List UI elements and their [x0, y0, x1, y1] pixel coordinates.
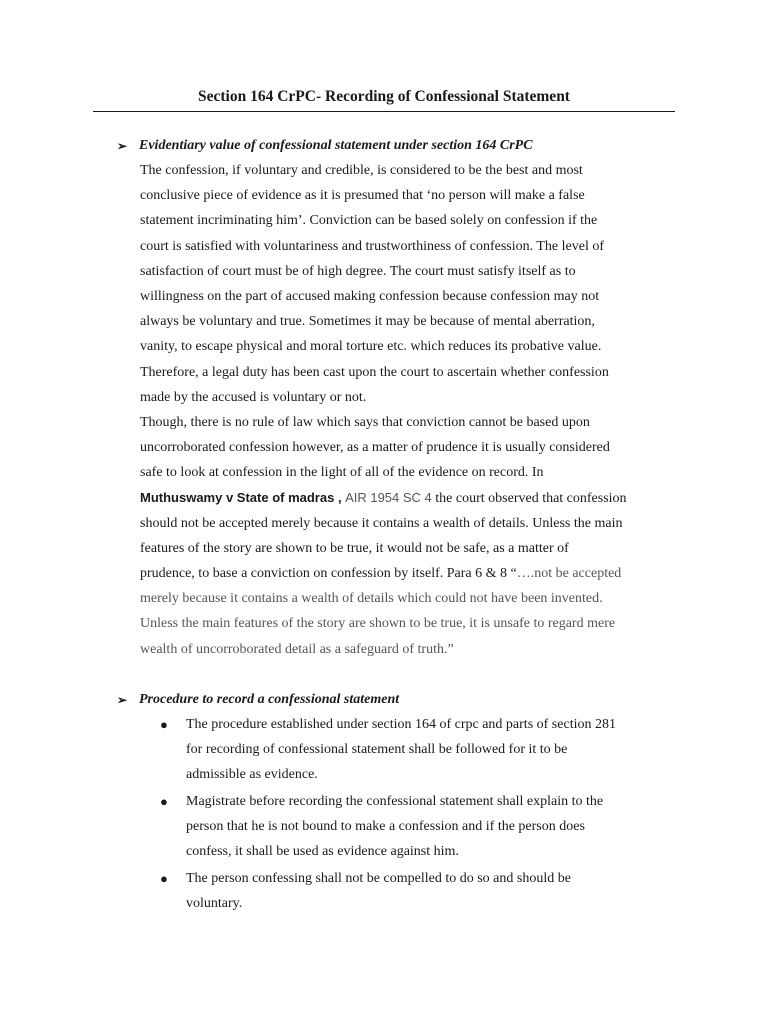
- quote-text: ….not be accepted: [516, 566, 622, 581]
- text-line: statement incriminating him’. Conviction can be based solely on confession if the: [140, 213, 598, 229]
- text-line: confess, it shall be used as evidence against him.: [186, 844, 459, 860]
- text-line: person that he is not bound to make a confession and if the person does: [186, 819, 585, 835]
- list-item: [117, 866, 677, 916]
- text-line: vanity, to escape physical and moral torture etc. which reduces its probative value.: [140, 339, 602, 355]
- text-line: for recording of confessional statement shall be followed for it to be: [186, 742, 568, 758]
- text-line: Though, there is no rule of law which says that conviction cannot be based upon: [140, 414, 590, 430]
- quote-line: merely because it contains a wealth of details which could not have been invented.: [140, 591, 603, 607]
- text-line: The confession, if voluntary and credible, is considered to be the best and most: [140, 163, 583, 178]
- text-line: always be voluntary and true. Sometimes it may be because of mental aberration,: [140, 314, 595, 330]
- text-line: features of the story are shown to be true, it would not be safe, as a matter of: [140, 540, 569, 556]
- text-line-quote-start: [140, 561, 680, 586]
- quote-prefix: prudence, to base a conviction on confession by itself. Para 6 & 8 “: [140, 566, 517, 581]
- text-line: The person confessing shall not be compelled to do so and should be: [186, 871, 571, 887]
- text-line: should not be accepted merely because it contains a wealth of details. Unless the main: [140, 515, 623, 531]
- case-name: Muthuswamy v State of madras ,: [140, 490, 342, 506]
- arrow-bullet-icon: ➢: [117, 693, 128, 707]
- text-line: safe to look at confession in the light of all of the evidence on record. In: [140, 465, 544, 481]
- text-line: The procedure established under section 164 of crpc and parts of section 281: [186, 717, 616, 732]
- text-line: uncorroborated confession however, as a matter of prudence it is usually considered: [140, 440, 610, 456]
- text-line: admissible as evidence.: [186, 767, 318, 783]
- bullet-dot-icon: ●: [160, 871, 168, 887]
- text-line: Therefore, a legal duty has been cast upon the court to ascertain whether confession: [140, 364, 609, 380]
- case-observation: the court observed that confession: [431, 491, 627, 507]
- text-line: Magistrate before recording the confessional statement shall explain to the: [186, 794, 604, 810]
- text-line: satisfaction of court must be of high degree. The court must satisfy itself as to: [140, 263, 576, 279]
- list-item: [117, 789, 677, 865]
- text-line: voluntary.: [186, 896, 243, 912]
- document-title: Section 164 CrPC- Recording of Confessional Statement: [93, 88, 675, 112]
- case-citation: AIR 1954 SC 4: [345, 490, 432, 506]
- list-item: [117, 712, 677, 788]
- quote-line: Unless the main features of the story are shown to be true, it is unsafe to regard mere: [140, 616, 616, 632]
- text-line: willingness on the part of accused making confession because confession may not: [140, 288, 600, 304]
- text-line: conclusive piece of evidence as it is presumed that ‘no person will make a false: [140, 188, 585, 204]
- bullet-dot-icon: ●: [160, 717, 168, 732]
- arrow-bullet-icon: ➢: [117, 139, 128, 153]
- section-heading: [117, 134, 677, 158]
- text-line-case: [140, 485, 680, 510]
- section-heading: [117, 688, 677, 712]
- section-body: [140, 158, 680, 662]
- section-evidentiary-value: [117, 134, 677, 662]
- bullet-dot-icon: ●: [160, 794, 168, 810]
- section-procedure: [117, 688, 677, 918]
- text-line: made by the accused is voluntary or not.: [140, 389, 367, 405]
- section-heading-text: Procedure to record a confessional statement: [139, 692, 400, 707]
- procedure-list: [117, 712, 677, 917]
- section-heading-text: Evidentiary value of confessional statement under section 164 CrPC: [139, 138, 533, 153]
- quote-line: wealth of uncorroborated detail as a safeguard of truth.”: [140, 641, 454, 657]
- text-line: court is satisfied with voluntariness and trustworthiness of confession. The level of: [140, 238, 604, 254]
